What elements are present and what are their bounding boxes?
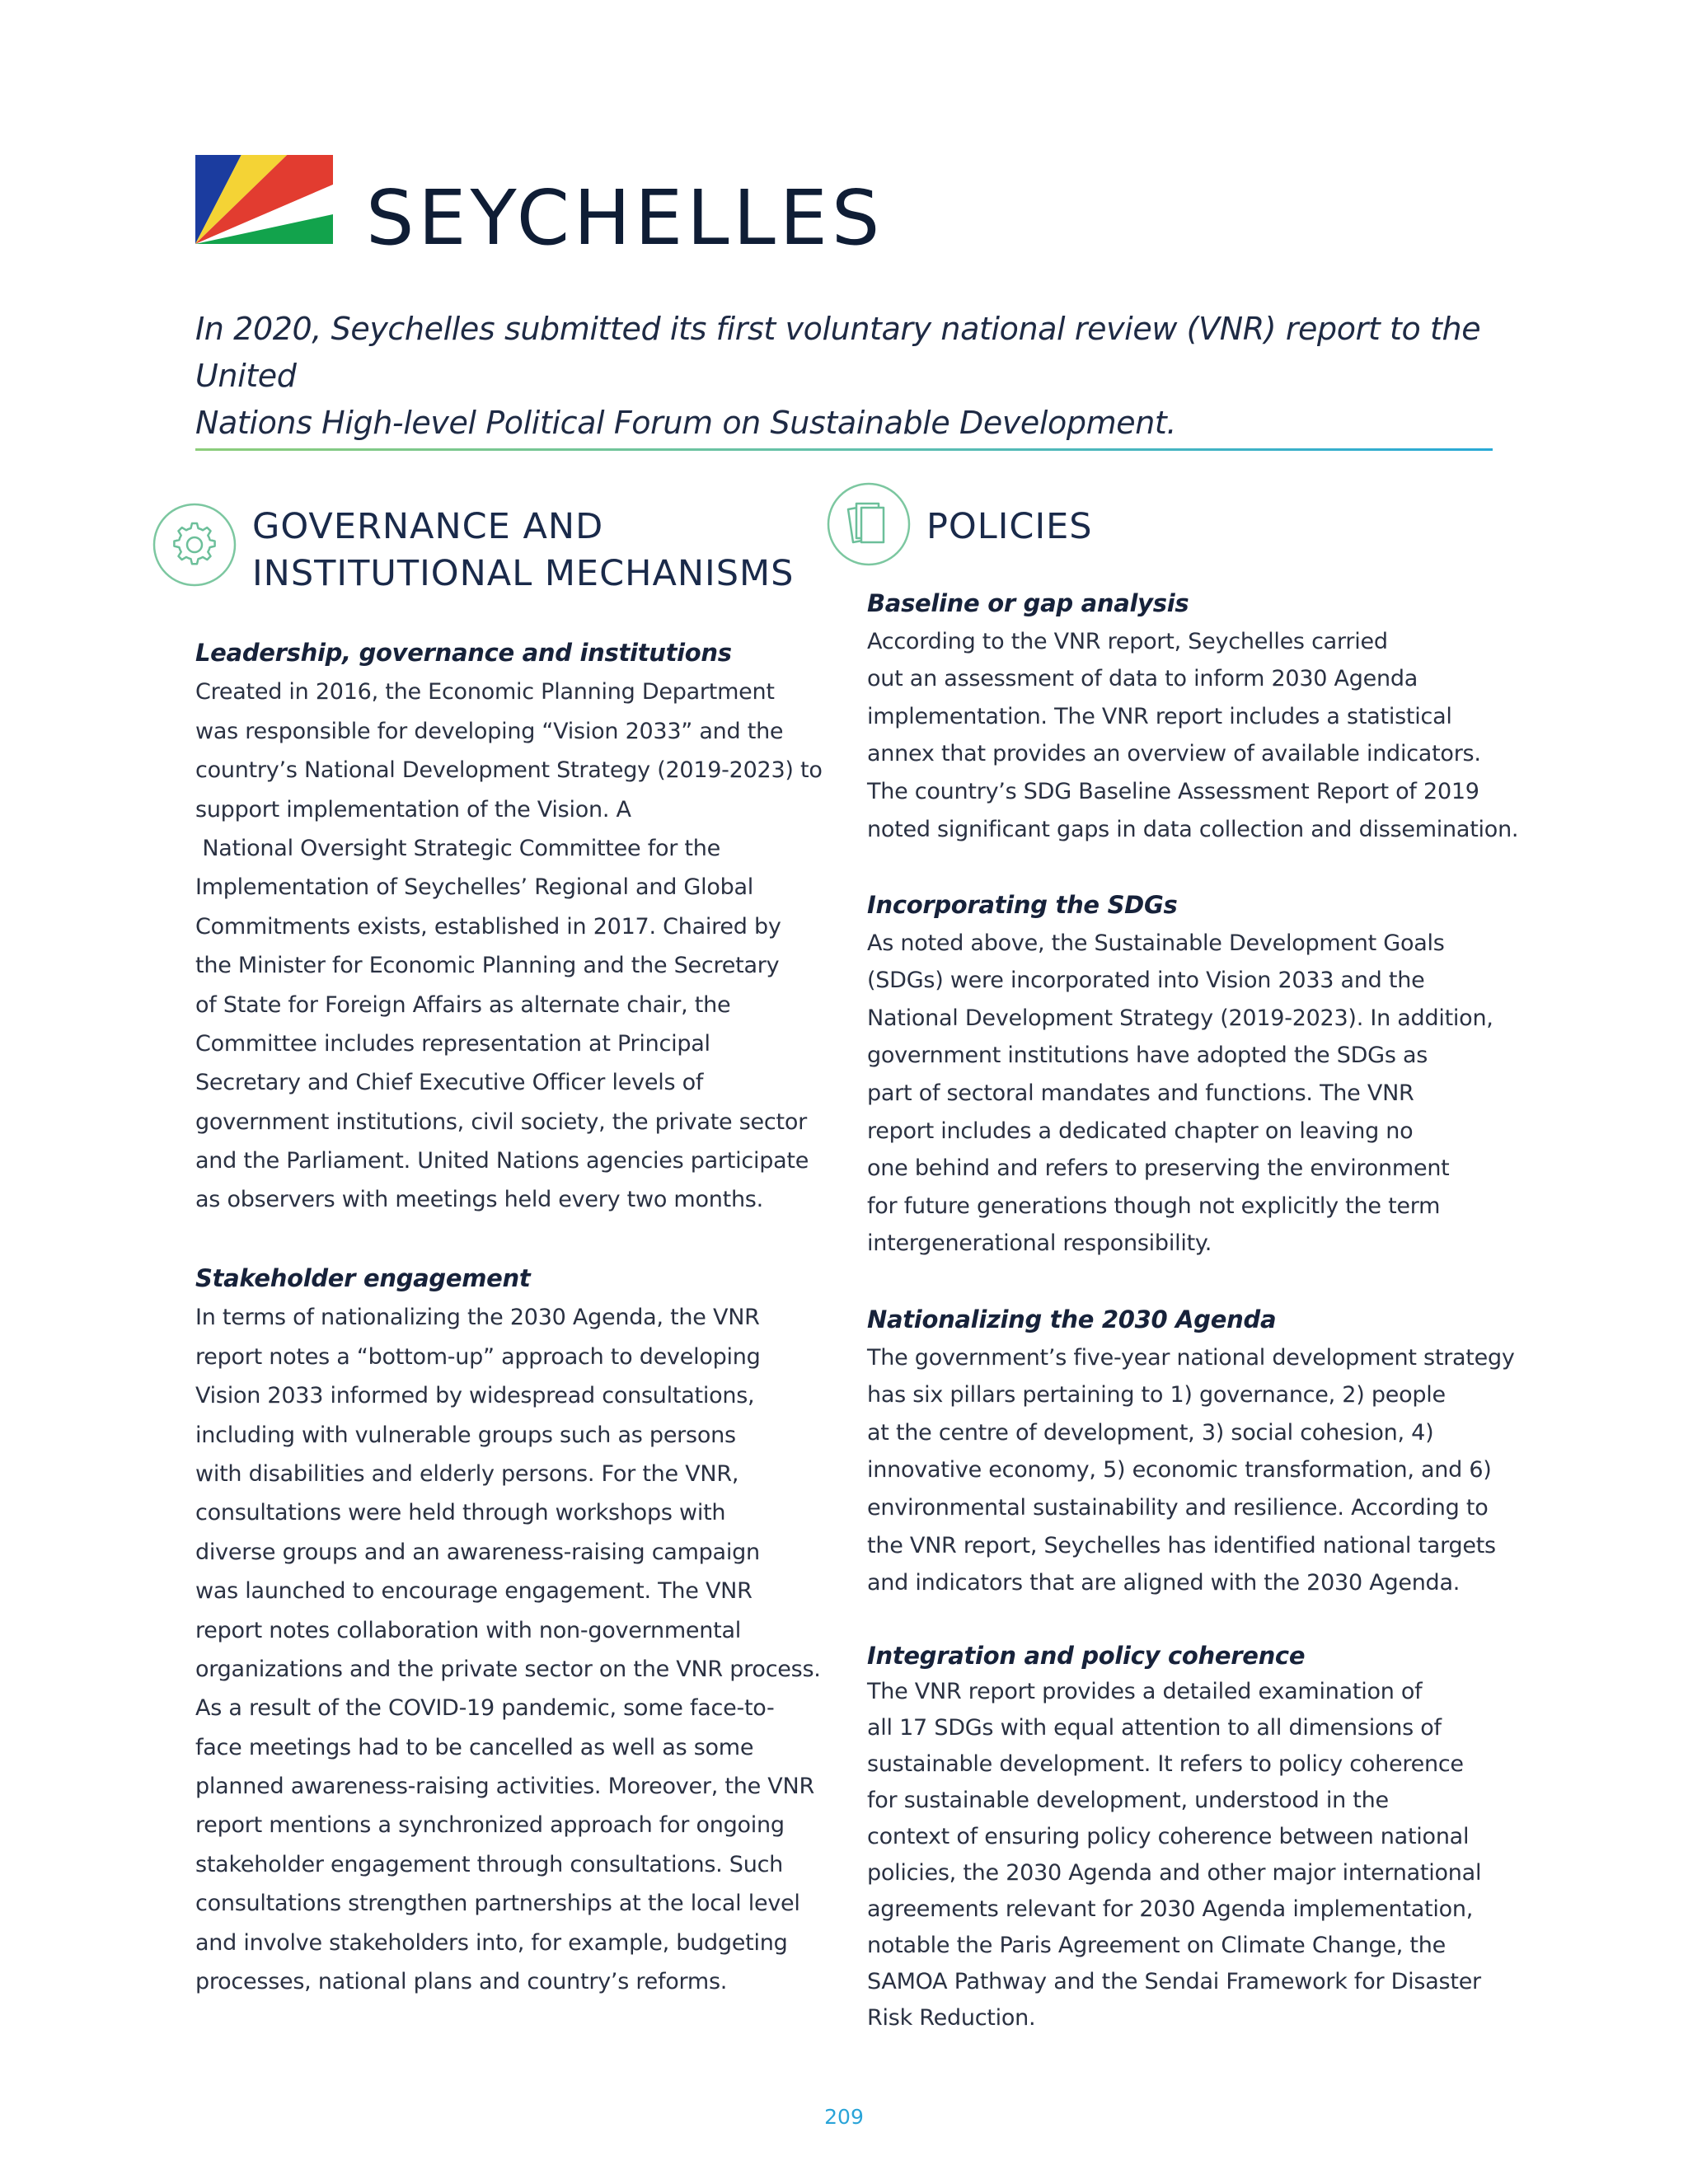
section-divider	[195, 448, 1493, 451]
paragraph-line: was responsible for developing “Vision 2033” and the	[195, 718, 784, 744]
paragraph-line: as observers with meetings held every two months.	[195, 1187, 763, 1213]
paragraph-line: implementation. The VNR report includes a statistical	[867, 703, 1452, 729]
paragraph-line: annex that provides an overview of available indicators.	[867, 741, 1481, 767]
paragraph-line: National Development Strategy (2019-2023). In addition,	[867, 1005, 1493, 1031]
paragraph-line: Implementation of Seychelles’ Regional and Global	[195, 874, 754, 901]
country-title: SEYCHELLES	[366, 174, 884, 262]
paragraph-line: report mentions a synchronized approach for ongoing	[195, 1812, 785, 1839]
paragraph-line: innovative economy, 5) economic transformation, and 6)	[867, 1457, 1492, 1483]
paragraph-line: consultations strengthen partnerships at the local level	[195, 1891, 800, 1917]
paragraph-line: the VNR report, Seychelles has identified national targets	[867, 1532, 1496, 1558]
intro-line: Nations High-level Political Forum on Sustainable Development.	[195, 405, 1177, 441]
paragraph-line: country’s National Development Strategy (2019-2023) to	[195, 757, 823, 784]
paragraph-line: intergenerational responsibility.	[867, 1230, 1212, 1257]
paragraph-line: stakeholder engagement through consultations. Such	[195, 1851, 784, 1877]
paragraph-line: The VNR report provides a detailed examination of	[867, 1679, 1423, 1704]
paragraph-line: one behind and refers to preserving the environment	[867, 1155, 1450, 1182]
paragraph-line: policies, the 2030 Agenda and other major international	[867, 1860, 1482, 1886]
page-number: 209	[824, 2105, 864, 2129]
paragraph-line: Vision 2033 informed by widespread consultations,	[195, 1383, 755, 1409]
incorporating-block	[867, 887, 1510, 1263]
paragraph-line: the Minister for Economic Planning and the Secretary	[195, 953, 780, 979]
paragraph-line: with disabilities and elderly persons. For the VNR,	[195, 1460, 739, 1487]
gear-icon	[152, 502, 237, 588]
paragraph-line: was launched to encourage engagement. The VNR	[195, 1578, 753, 1605]
paragraph-line: As noted above, the Sustainable Development Goals	[867, 930, 1445, 956]
paragraph-line: Committee includes representation at Principal	[195, 1030, 710, 1057]
intro-line: In 2020, Seychelles submitted its first voluntary national review (VNR) report to the United	[195, 311, 1481, 394]
paragraph-line: SAMOA Pathway and the Sendai Framework for Disaster	[867, 1969, 1481, 1994]
paragraph-line: Secretary and Chief Executive Officer levels of	[195, 1070, 704, 1096]
paragraph-line: has six pillars pertaining to 1) governance, 2) people	[867, 1382, 1446, 1408]
paragraph-line: report includes a dedicated chapter on leaving no	[867, 1118, 1414, 1144]
paragraph-line: at the centre of development, 3) social cohesion, 4)	[867, 1419, 1434, 1446]
paragraph-line: part of sectoral mandates and functions. The VNR	[867, 1080, 1414, 1106]
intro-text	[195, 306, 1514, 447]
stakeholder-block	[195, 1259, 838, 2001]
leadership-heading: Leadership, governance and institutions	[195, 639, 732, 667]
paragraph-line: Commitments exists, established in 2017. Chaired by	[195, 913, 781, 940]
seychelles-flag	[195, 155, 333, 244]
paragraph-line: noted significant gaps in data collection and dissemination.	[867, 816, 1519, 842]
nationalizing-block	[867, 1301, 1515, 1602]
paragraph-line: environmental sustainability and resilience. According to	[867, 1494, 1489, 1521]
paragraph-line: The country’s SDG Baseline Assessment Report of 2019	[867, 778, 1479, 804]
integration-heading: Integration and policy coherence	[867, 1642, 1306, 1670]
paragraph-line: support implementation of the Vision. A	[195, 796, 631, 823]
paragraph-line: including with vulnerable groups such as persons	[195, 1422, 736, 1448]
baseline-heading: Baseline or gap analysis	[867, 589, 1189, 617]
paragraph-line: As a result of the COVID-19 pandemic, some face-to-	[195, 1695, 775, 1722]
governance-title-line: INSTITUTIONAL MECHANISMS	[252, 553, 795, 594]
paragraph-line: for future generations though not explicitly the term	[867, 1193, 1441, 1219]
integration-block	[867, 1638, 1510, 2036]
paragraph-line: context of ensuring policy coherence between national	[867, 1824, 1470, 1849]
paragraph-line: government institutions, civil society, the private sector	[195, 1108, 807, 1135]
paragraph-line: In terms of nationalizing the 2030 Agenda, the VNR	[195, 1305, 760, 1331]
paragraph-line: and involve stakeholders into, for example, budgeting	[195, 1929, 788, 1956]
stakeholder-heading: Stakeholder engagement	[195, 1264, 531, 1292]
paragraph-line: The government’s five-year national development strategy	[867, 1344, 1515, 1371]
paragraph-line: notable the Paris Agreement on Climate Change, the	[867, 1933, 1446, 1958]
leadership-block	[195, 634, 838, 1220]
paragraph-line: According to the VNR report, Seychelles carried	[867, 628, 1388, 654]
paragraph-line: diverse groups and an awareness-raising campaign	[195, 1539, 760, 1565]
documents-icon	[826, 481, 912, 567]
paragraph-line: consultations were held through workshops with	[195, 1500, 726, 1526]
paragraph-line: government institutions have adopted the SDGs as	[867, 1043, 1428, 1069]
paragraph-line: all 17 SDGs with equal attention to all dimensions of	[867, 1715, 1442, 1741]
baseline-block	[867, 585, 1519, 848]
policies-title: POLICIES	[926, 506, 1093, 547]
paragraph-line: Created in 2016, the Economic Planning Department	[195, 679, 775, 705]
paragraph-line: sustainable development. It refers to policy coherence	[867, 1751, 1464, 1777]
paragraph-line: and the Parliament. United Nations agencies participate	[195, 1148, 809, 1174]
paragraph-line: face meetings had to be cancelled as well as some	[195, 1734, 754, 1760]
paragraph-line: report notes a “bottom-up” approach to developing	[195, 1343, 761, 1370]
paragraph-line: and indicators that are aligned with the 2030 Agenda.	[867, 1570, 1461, 1596]
paragraph-line: (SDGs) were incorporated into Vision 2033 and the	[867, 968, 1425, 994]
governance-title	[252, 504, 794, 598]
paragraph-line: organizations and the private sector on the VNR process.	[195, 1656, 821, 1682]
paragraph-line: out an assessment of data to inform 2030 Agenda	[867, 666, 1418, 692]
paragraph-line: National Oversight Strategic Committee for the	[195, 835, 720, 861]
governance-title-line: GOVERNANCE AND	[252, 506, 604, 547]
paragraph-line: of State for Foreign Affairs as alternate chair, the	[195, 991, 731, 1018]
paragraph-line: Risk Reduction.	[867, 2005, 1036, 2031]
incorporating-heading: Incorporating the SDGs	[867, 891, 1178, 919]
paragraph-line: for sustainable development, understood in the	[867, 1788, 1389, 1813]
paragraph-line: processes, national plans and country’s reforms.	[195, 1969, 728, 1995]
paragraph-line: agreements relevant for 2030 Agenda implementation,	[867, 1896, 1474, 1922]
nationalizing-heading: Nationalizing the 2030 Agenda	[867, 1305, 1277, 1333]
paragraph-line: planned awareness-raising activities. Moreover, the VNR	[195, 1774, 814, 1800]
paragraph-line: report notes collaboration with non-governmental	[195, 1617, 742, 1643]
